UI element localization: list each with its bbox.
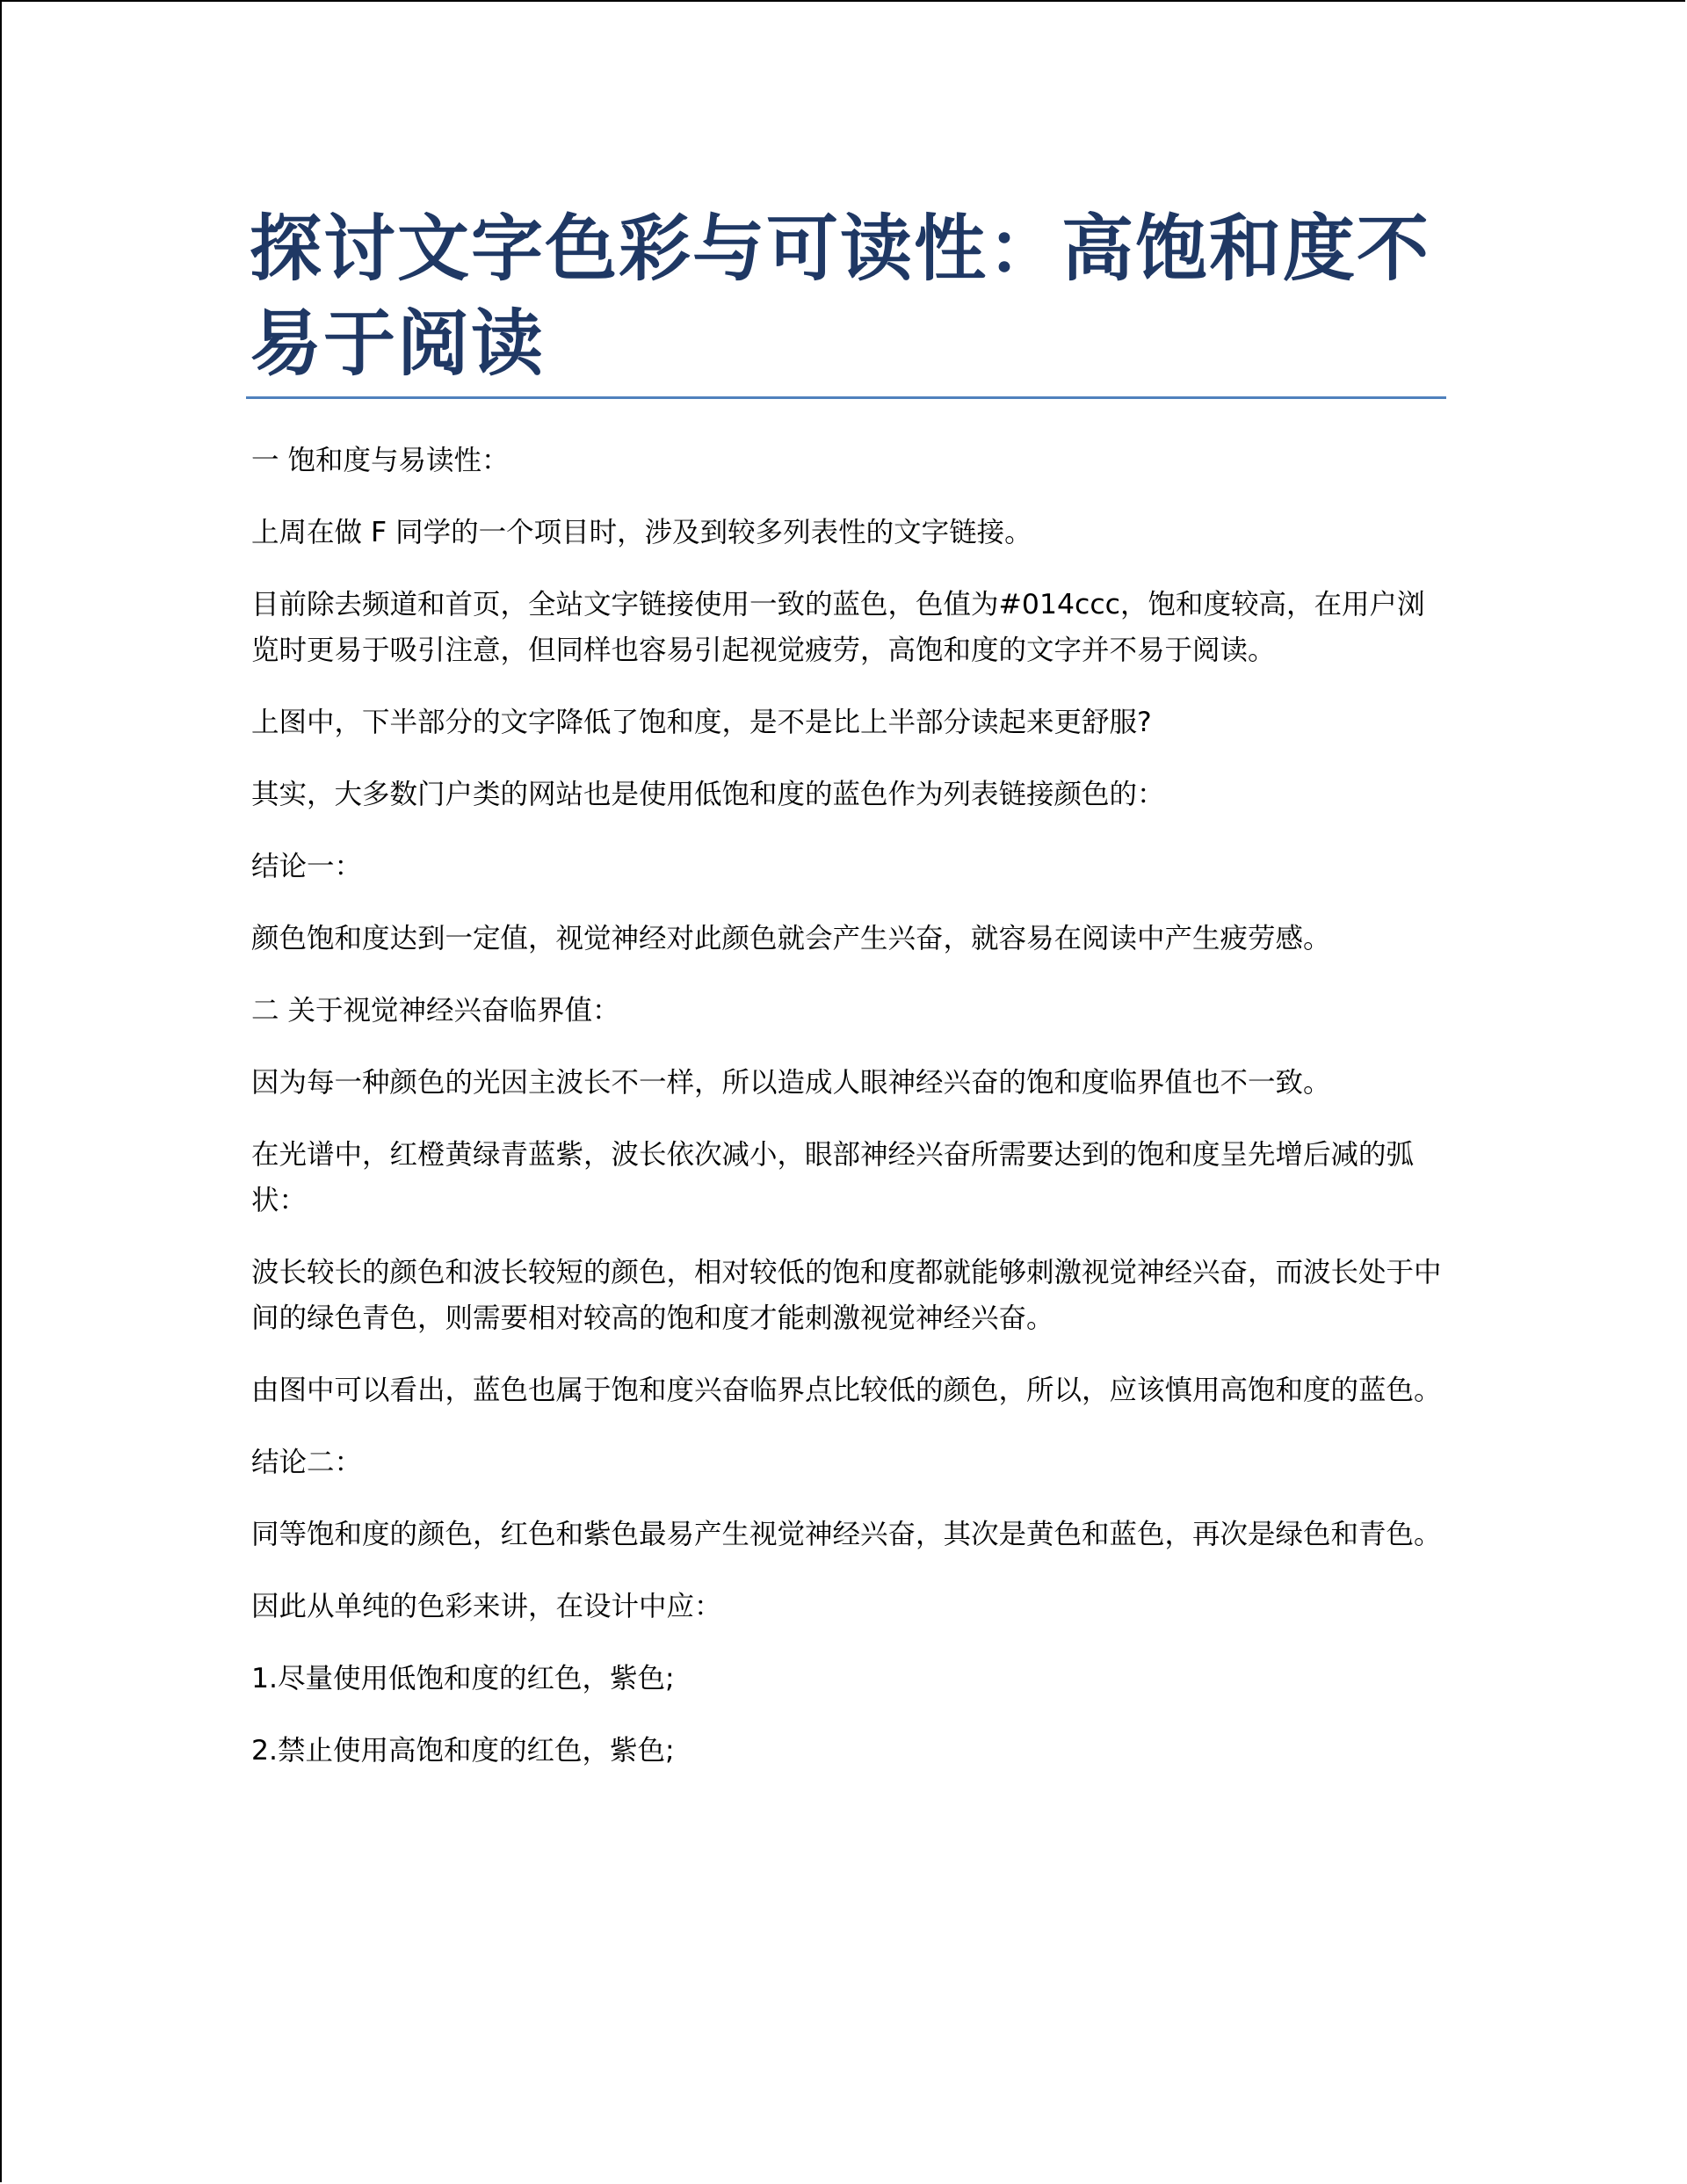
document-body [251, 438, 1443, 1800]
body-paragraph: 同等饱和度的颜色，红色和紫色最易产生视觉神经兴奋，其次是黄色和蓝色，再次是绿色和青色。 [251, 1519, 1442, 1550]
body-paragraph: 因此从单纯的色彩来讲，在设计中应： [251, 1591, 722, 1622]
body-paragraph: 目前除去频道和首页，全站文字链接使用一致的蓝色，色值为#014ccc，饱和度较高，在用户浏览时更易于吸引注意，但同样也容易引起视觉疲劳，高饱和度的文字并不易于阅读。 [251, 589, 1425, 666]
conclusion-two-heading: 结论二： [251, 1447, 363, 1478]
body-paragraph: 颜色饱和度达到一定值，视觉神经对此颜色就会产生兴奋，就容易在阅读中产生疲劳感。 [251, 923, 1331, 954]
document-title: 探讨文字色彩与可读性：高饱和度不易于阅读 [250, 207, 1431, 386]
body-paragraph: 其实，大多数门户类的网站也是使用低饱和度的蓝色作为列表链接颜色的： [251, 779, 1165, 810]
section-heading-saturation-readability: 一 饱和度与易读性： [251, 445, 510, 476]
conclusion-one-heading: 结论一： [251, 851, 363, 882]
body-paragraph: 上周在做 F 同学的一个项目时，涉及到较多列表性的文字链接。 [251, 517, 1032, 548]
body-paragraph: 由图中可以看出，蓝色也属于饱和度兴奋临界点比较低的颜色，所以，应该慎用高饱和度的蓝色。 [251, 1375, 1442, 1406]
title-divider [246, 396, 1446, 399]
body-paragraph: 在光谱中，红橙黄绿青蓝紫，波长依次减小，眼部神经兴奋所需要达到的饱和度呈先增后减的弧状： [251, 1139, 1415, 1216]
list-item: 2.禁止使用高饱和度的红色，紫色; [251, 1735, 675, 1767]
body-paragraph: 波长较长的颜色和波长较短的颜色，相对较低的饱和度都就能够刺激视觉神经兴奋，而波长处于中间的绿色青色，则需要相对较高的饱和度才能刺激视觉神经兴奋。 [251, 1257, 1442, 1334]
list-item: 1.尽量使用低饱和度的红色，紫色; [251, 1663, 675, 1694]
section-heading-nerve-threshold: 二 关于视觉神经兴奋临界值： [251, 995, 620, 1027]
body-paragraph: 上图中，下半部分的文字降低了饱和度，是不是比上半部分读起来更舒服? [251, 707, 1152, 738]
body-paragraph: 因为每一种颜色的光因主波长不一样，所以造成人眼神经兴奋的饱和度临界值也不一致。 [251, 1067, 1331, 1099]
